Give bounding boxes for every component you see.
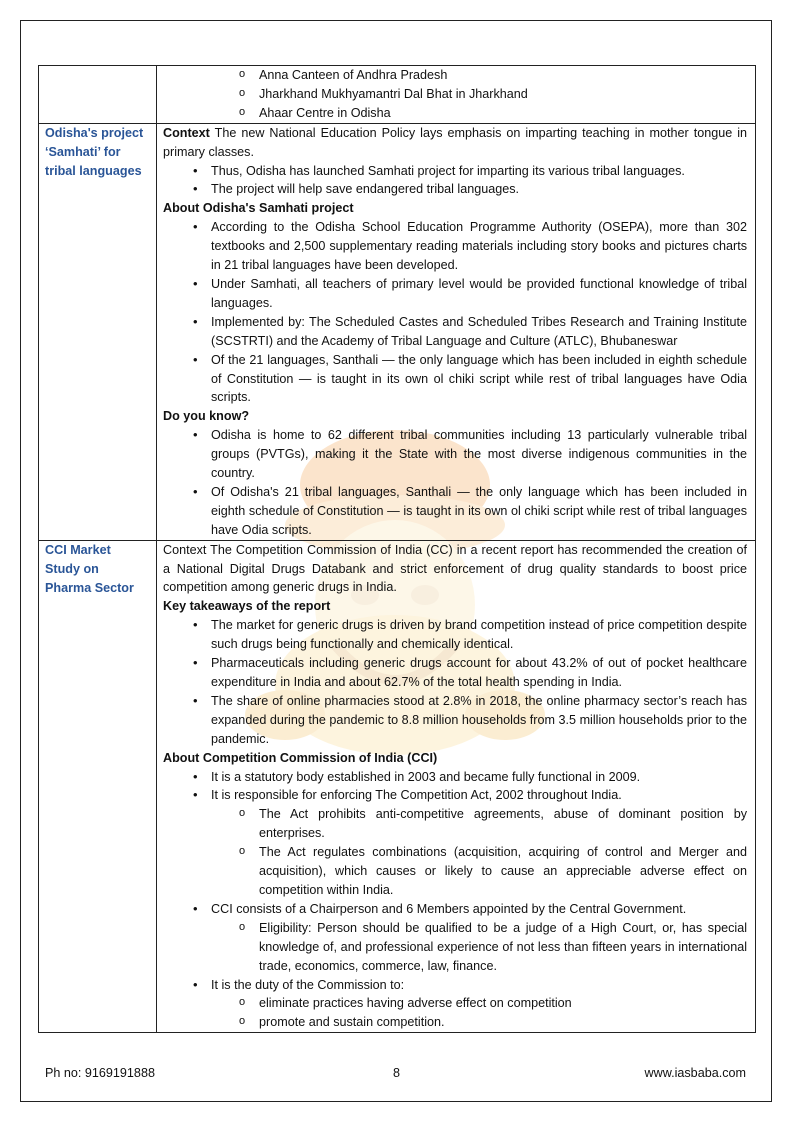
topic-samhati: Odisha's project ‘Samhati’ for tribal languages (39, 123, 157, 540)
list-item: o Ahaar Centre in Odisha (163, 104, 747, 123)
sub-list-item: o Eligibility: Person should be qualified to be a judge of a High Court, or, has special knowledge of, and professional experience of not less than fifteen years in international trade, economics, commerce, law, finance. (211, 919, 747, 976)
sub-list-item: o eliminate practices having adverse effect on competition (211, 994, 747, 1013)
sub-list-item: o The Act regulates combinations (acquisition, acquiring of control and Merger and acquisition), which causes or likely to cause an appreciable adverse effect on competition within India. (211, 843, 747, 900)
samhati-about-points (163, 218, 747, 407)
cci-takeaways (163, 616, 747, 748)
topic-cell-empty (39, 66, 157, 124)
samhati-context-points (163, 162, 747, 200)
cci-about-points (163, 768, 747, 1033)
list-item: • According to the Odisha School Education Programme Authority (OSEPA), more than 302 textbooks and 2,500 supplementary reading materials including story books and pictures charts in 21 tribal languages have been developed. (163, 218, 747, 275)
footer-website-link[interactable]: www.iasbaba.com (644, 1066, 746, 1080)
table-row-cci (39, 540, 756, 1033)
list-item (163, 976, 747, 1033)
context-text: The new National Education Policy lays emphasis on imparting teaching in mother tongue in primary classes. (163, 125, 747, 159)
content-cell-samhati (157, 123, 756, 540)
section-heading: Do you know? (163, 409, 250, 424)
list-item: • The share of online pharmacies stood at 2.8% in 2018, the online pharmacy sector’s reach has expanded during the pandemic to 8.8 million households from 3.5 million households prior to the pandemic. (163, 692, 747, 749)
list-item: • Pharmaceuticals including generic drugs account for about 43.2% of out of pocket healthcare expenditure in India and about 62.7% of the total health spending in India. (163, 654, 747, 692)
list-item: o Anna Canteen of Andhra Pradesh (163, 66, 747, 85)
samhati-context (163, 124, 747, 162)
act-subpoints (211, 805, 747, 900)
cci-context: Context The Competition Commission of India (CC) in a recent report has recommended the creation of a National Digital Drugs Databank and strict enforcement of drug quality standards to boost price competition among generic drugs in India. (163, 542, 747, 595)
sub-list-item: o The Act prohibits anti-competitive agreements, abuse of dominant position by enterprises. (211, 805, 747, 843)
content-cell-continued (157, 66, 756, 124)
canteen-list (163, 66, 747, 123)
section-heading: About Odisha's Samhati project (163, 201, 354, 216)
member-subpoints (211, 919, 747, 976)
topic-cci: CCI Market Study on Pharma Sector (39, 540, 157, 1033)
section-heading: About Competition Commission of India (CCI) (163, 750, 438, 765)
list-item (163, 786, 747, 899)
list-item: • It is a statutory body established in 2003 and became fully functional in 2009. (163, 768, 747, 787)
footer-phone: Ph no: 9169191888 (45, 1066, 155, 1080)
content-cell-cci (157, 540, 756, 1033)
list-item: • Under Samhati, all teachers of primary level would be provided functional knowledge of tribal languages. (163, 275, 747, 313)
list-item: • The project will help save endangered tribal languages. (163, 180, 747, 199)
list-item: • Thus, Odisha has launched Samhati project for imparting its various tribal languages. (163, 162, 747, 181)
samhati-know-points (163, 426, 747, 539)
table-row-continued (39, 66, 756, 124)
list-item: • The market for generic drugs is driven by brand competition instead of price competition despite such drugs being functionally and chemically identical. (163, 616, 747, 654)
section-heading: Key takeaways of the report (163, 599, 331, 614)
list-item: • Odisha is home to 62 different tribal communities including 13 particularly vulnerable tribal groups (PVTGs), making it the State with the most diverse indigenous communities in the country. (163, 426, 747, 483)
context-label: Context (163, 125, 210, 140)
sub-list-item: o promote and sustain competition. (211, 1013, 747, 1032)
list-item-text: CCI consists of a Chairperson and 6 Members appointed by the Central Government. (211, 901, 687, 916)
footer-page-number: 8 (393, 1066, 401, 1080)
list-item-text: It is responsible for enforcing The Competition Act, 2002 throughout India. (211, 788, 622, 803)
duty-subpoints (211, 994, 747, 1032)
list-item (163, 900, 747, 976)
list-item: • Implemented by: The Scheduled Castes and Scheduled Tribes Research and Training Institute (SCSTRTI) and the Academy of Tribal Language and Culture (ATLC), Bhubaneswar (163, 313, 747, 351)
table-row-samhati (39, 123, 756, 540)
content-table (38, 65, 756, 1033)
list-item-text: It is the duty of the Commission to: (211, 977, 405, 992)
list-item: o Jharkhand Mukhyamantri Dal Bhat in Jharkhand (163, 85, 747, 104)
list-item: • Of Odisha's 21 tribal languages, Santhali — the only language which has been included in eighth schedule of Constitution — is taught in its own ol chiki script while rest of tribal languages have Odia scripts. (163, 483, 747, 540)
list-item: • Of the 21 languages, Santhali — the only language which has been included in eighth schedule of Constitution — is taught in its own ol chiki script while rest of tribal languages have Odia scripts. (163, 351, 747, 408)
